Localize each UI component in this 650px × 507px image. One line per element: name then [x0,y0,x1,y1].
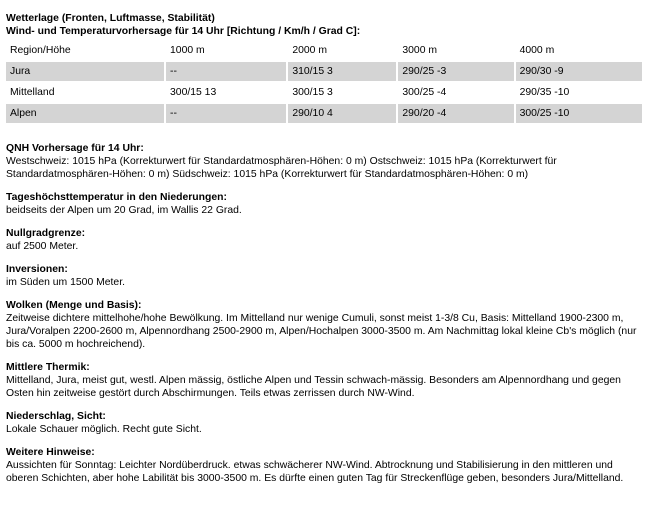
table-row-jura [6,62,642,81]
section-clouds [6,299,650,351]
section-text: auf 2500 Meter. [6,241,79,252]
section-qnh [6,142,650,181]
table-cell: 290/20 -4 [398,104,513,123]
header-cell-3000m: 3000 m [402,45,438,56]
section-thermals [6,361,650,400]
section-text: im Süden um 1500 Meter. [6,277,125,288]
table-cell: -- [166,104,286,123]
header-cell-4000m: 4000 m [519,45,555,56]
title-weather-situation: Wetterlage (Fronten, Luftmasse, Stabilität) [6,13,215,24]
table-cell: 290/10 4 [288,104,396,123]
table-cell: -- [166,62,286,81]
section-further-hints [6,446,650,485]
section-text: Zeitweise dichtere mittelhohe/hohe Bewölkung. Im Mittelland nur wenige Cumuli, sonst meist 1-3/8 Cu, Basis: Mittelland 1900-2300 m, Jura/Voralpen 2200-2600 m, Alpennordhang 2500-2900 m, Alpen/Hochalpen 3000-3500 m. Am Nachmittag lokal kleine Cb's möglich (nur bis ca. 5000 m hochreichend). [6,313,637,350]
section-heading: Niederschlag, Sicht: [6,411,106,422]
table-row-mittelland [6,83,642,102]
table-cell: 290/30 -9 [516,62,642,81]
table-row-alpen [6,104,642,123]
section-freezing-level [6,227,650,253]
title-wind-forecast: Wind- und Temperaturvorhersage für 14 Uhr [Richtung / Km/h / Grad C]: [6,26,361,37]
section-heading: Inversionen: [6,264,68,275]
header-cell-region: Region/Höhe [10,45,71,56]
section-heading: Mittlere Thermik: [6,362,90,373]
section-inversions [6,263,650,289]
table-cell: 300/15 13 [170,87,217,98]
section-heading: Nullgradgrenze: [6,228,86,239]
section-text: beidseits der Alpen um 20 Grad, im Wallis 22 Grad. [6,205,242,216]
table-cell: Mittelland [10,87,55,98]
section-heading: Wolken (Menge und Basis): [6,300,142,311]
table-cell: Alpen [6,104,164,123]
section-max-temperature [6,191,650,217]
header-cell-2000m: 2000 m [292,45,327,56]
section-heading: QNH Vorhersage für 14 Uhr: [6,143,144,154]
wind-temperature-table [4,39,644,125]
table-header-row [6,41,642,60]
table-cell: 290/25 -3 [398,62,513,81]
table-cell: 300/15 3 [292,87,333,98]
table-cell: 310/15 3 [288,62,396,81]
header-cell-1000m: 1000 m [170,45,205,56]
section-heading: Weitere Hinweise: [6,447,95,458]
table-cell: 300/25 -4 [402,87,447,98]
section-heading: Tageshöchsttemperatur in den Niederungen: [6,192,227,203]
section-text: Aussichten für Sonntag: Leichter Nordüberdruck. etwas schwächerer NW-Wind. Abtrocknung und Stabilisierung in den mittleren und oberen Schichten, aber hohe Labilität bis 3000-3500 m. Es dürfte einen guten Tag für Streckenflüge geben, besonders Jura/Mittelland. [6,460,624,484]
section-text: Mittelland, Jura, meist gut, westl. Alpen mässig, östliche Alpen und Tessin schwach-mässig. Besonders am Alpennordhang und gegen Osten hin zeitweise gestört durch Abschirmungen. Teils etwas zerrissen durch NW-Wind. [6,375,621,399]
table-cell: 290/35 -10 [519,87,570,98]
section-text: Lokale Schauer möglich. Recht gute Sicht. [6,424,202,435]
table-cell: 300/25 -10 [516,104,642,123]
table-cell: Jura [6,62,164,81]
section-text: Westschweiz: 1015 hPa (Korrekturwert für Standardatmosphären-Höhen: 0 m) Ostschweiz: 1015 hPa (Korrekturwert für Standardatmosphären-Höhen: 0 m) Südschweiz: 1015 hPa (Korrekturwert für Standardatmosphären-Höhen: 0 m) [6,156,557,180]
section-precipitation [6,410,650,436]
